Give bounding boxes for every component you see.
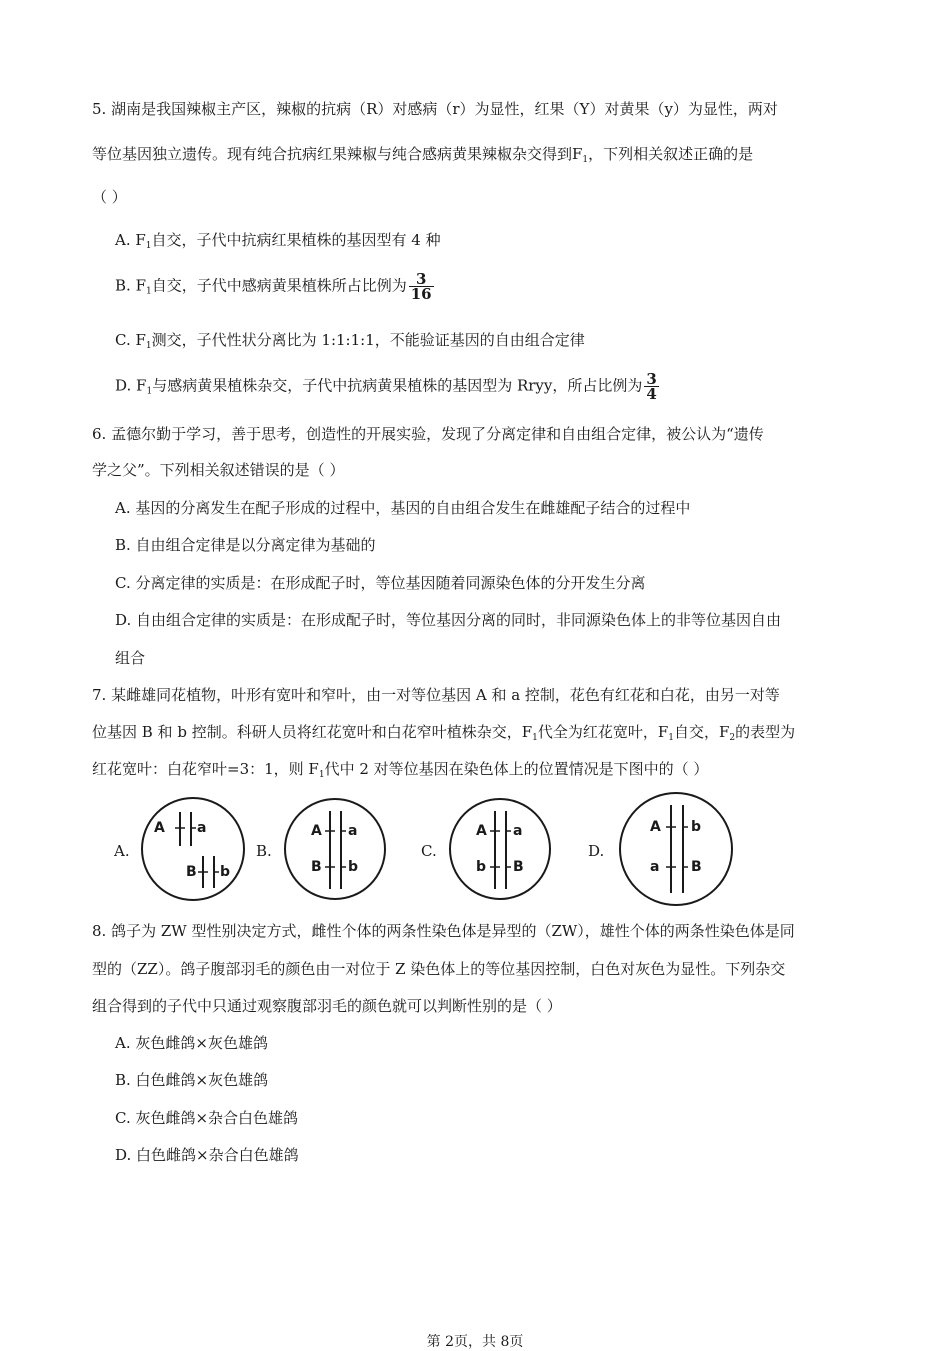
q7-stem-line1: 7. 某雌雄同花植物，叶形有宽叶和窄叶，由一对等位基因 A 和 a 控制，花色有红花和白花，由另一对等 [92,686,780,704]
cell-circle [142,798,244,900]
q5-option-d: D. $F_1$与感病黄果植株杂交，子代中抗病黄果植株的基因型为 Rryy，所占比例为 $\frac{3}{4}$ [115,370,657,403]
q5-option-a: A. $F_1$自交，子代中抗病红果植株的基因型有 4 种 [115,231,441,251]
q5-option-c: C. $F_1$测交，子代性状分离比为 1:1:1:1，不能验证基因的自由组合定律 [115,331,585,351]
q5-option-b: B. $F_1$自交，子代中感病黄果植株所占比例为 $\frac{3}{16}$ [115,270,432,303]
option-letter: C. [115,331,136,349]
gene-label: A [476,823,487,839]
option-text: 与感病黄果植株杂交，子代中抗病黄果植株的基因型为 Rryy，所占比例为 [152,376,643,395]
subscript: 1 [145,241,152,251]
q5-stem-line2 [92,143,753,171]
fraction-numerator: 3 [646,370,657,388]
subscript: 1 [145,341,152,351]
q7-figure-label-c: C. [421,842,437,860]
subscript: 1 [668,733,674,743]
q8-option-b: B. 白色雌鸽×灰色雄鸽 [115,1071,269,1089]
subscript: 2 [729,733,736,743]
q7-cell-diagram-a [140,796,246,902]
fraction [644,372,658,401]
option-letter: A. [115,231,136,249]
gene-label: a [348,823,358,839]
gene-label: B [513,859,524,875]
fraction-denominator: 16 [410,285,432,303]
gene-label: B [691,859,702,875]
cell-circle [285,799,385,899]
q8-option-c: C. 灰色雌鸽×杂合白色雄鸽 [115,1109,299,1127]
q7-figure-label-a: A. [114,842,130,860]
subscript: 1 [146,386,153,397]
gene-label: b [476,859,487,875]
q7-text: 自交，F [674,723,730,741]
subscript: 1 [318,770,325,780]
q5-stem-line2-tail: ，下列相关叙述正确的是 [588,145,754,163]
q5-stem-line2-text: 等位基因独立遗传。现有纯合抗病红果辣椒与纯合感病黄果辣椒杂交得到F [92,145,583,163]
q7-cell-diagram-c [448,797,552,901]
q7-text: 位基因 B 和 b 控制。科研人员将红花宽叶和白花窄叶植株杂交，F [92,723,533,741]
cell-circle [620,793,732,905]
q7-text: 红花宽叶：白花窄叶=3：1，则 F [92,760,319,778]
q5-answer-paren: （ ） [92,188,127,206]
fraction-denominator: 4 [646,385,657,403]
gene-label: b [348,859,359,875]
gene-label: A [650,819,661,835]
gene-label: A [311,823,322,839]
q6-option-c: C. 分离定律的实质是：在形成配子时，等位基因随着同源染色体的分开发生分离 [115,574,646,592]
q7-text: 代全为红花宽叶，F [537,723,669,741]
q8-option-d: D. 白色雌鸽×杂合白色雄鸽 [115,1146,299,1164]
q6-option-d-line2: 组合 [115,649,146,667]
gene-label: b [220,864,231,880]
q6-stem-line2: 学之父”。下列相关叙述错误的是（ ） [92,461,345,479]
option-text: 测交，子代性状分离比为 1:1:1:1，不能验证基因的自由组合定律 [151,331,585,349]
subscript: 1 [532,733,538,743]
q8-stem-line1: 8. 鸽子为 ZW 型性别决定方式，雌性个体的两条性染色体是异型的（ZW），雄性个体的两条性染色体是同 [92,922,795,940]
subscript: 1 [582,155,589,165]
cell-circle [450,799,550,899]
option-letter: B. [115,276,136,295]
fraction-numerator: 3 [409,272,434,287]
q8-stem-line2: 型的（ZZ）。鸽子腹部羽毛的颜色由一对位于 Z 染色体上的等位基因控制，白色对灰色为显性。下列杂交 [92,960,786,978]
q7-stem-line3 [92,758,708,786]
q7-cell-diagram-d [618,791,734,907]
gene-label: a [650,859,660,875]
q7-figure-label-b: B. [256,842,272,860]
option-letter: D. [115,376,137,395]
q7-stem-line2 [92,721,795,749]
q7-figure-label-d: D. [588,842,605,860]
gene-label: a [197,820,207,836]
q6-option-b: B. 自由组合定律是以分离定律为基础的 [115,536,376,554]
gene-label: b [691,819,702,835]
subscript: 1 [145,286,152,297]
q7-text: 的表型为 [735,723,796,741]
q5-stem-line1: 5. 湖南是我国辣椒主产区，辣椒的抗病（R）对感病（r）为显性，红果（Y）对黄果（y）为显性，两对 [92,100,778,118]
q6-option-a: A. 基因的分离发生在配子形成的过程中，基因的自由组合发生在雌雄配子结合的过程中 [115,499,691,517]
q6-stem-line1: 6. 孟德尔勤于学习，善于思考，创造性的开展实验，发现了分离定律和自由组合定律，被公认为“遗传 [92,425,764,443]
q6-option-d-line1: D. 自由组合定律的实质是：在形成配子时，等位基因分离的同时，非同源染色体上的非等位基因自由 [115,611,782,629]
option-text: 自交，子代中感病黄果植株所占比例为 [151,276,407,295]
q8-stem-line3: 组合得到的子代中只通过观察腹部羽毛的颜色就可以判断性别的是（ ） [92,997,562,1015]
fraction [409,272,434,301]
q7-text: 代中 2 对等位基因在染色体上的位置情况是下图中的（ ） [324,760,709,778]
option-text: 自交，子代中抗病红果植株的基因型有 4 种 [151,231,441,249]
gene-label: a [513,823,523,839]
gene-label: A [154,820,165,836]
gene-label: B [186,864,197,880]
q7-cell-diagram-b [283,797,387,901]
gene-label: B [311,859,322,875]
q8-option-a: A. 灰色雌鸽×灰色雄鸽 [115,1034,268,1052]
page-footer: 第 2页，共 8页 [426,1334,524,1350]
